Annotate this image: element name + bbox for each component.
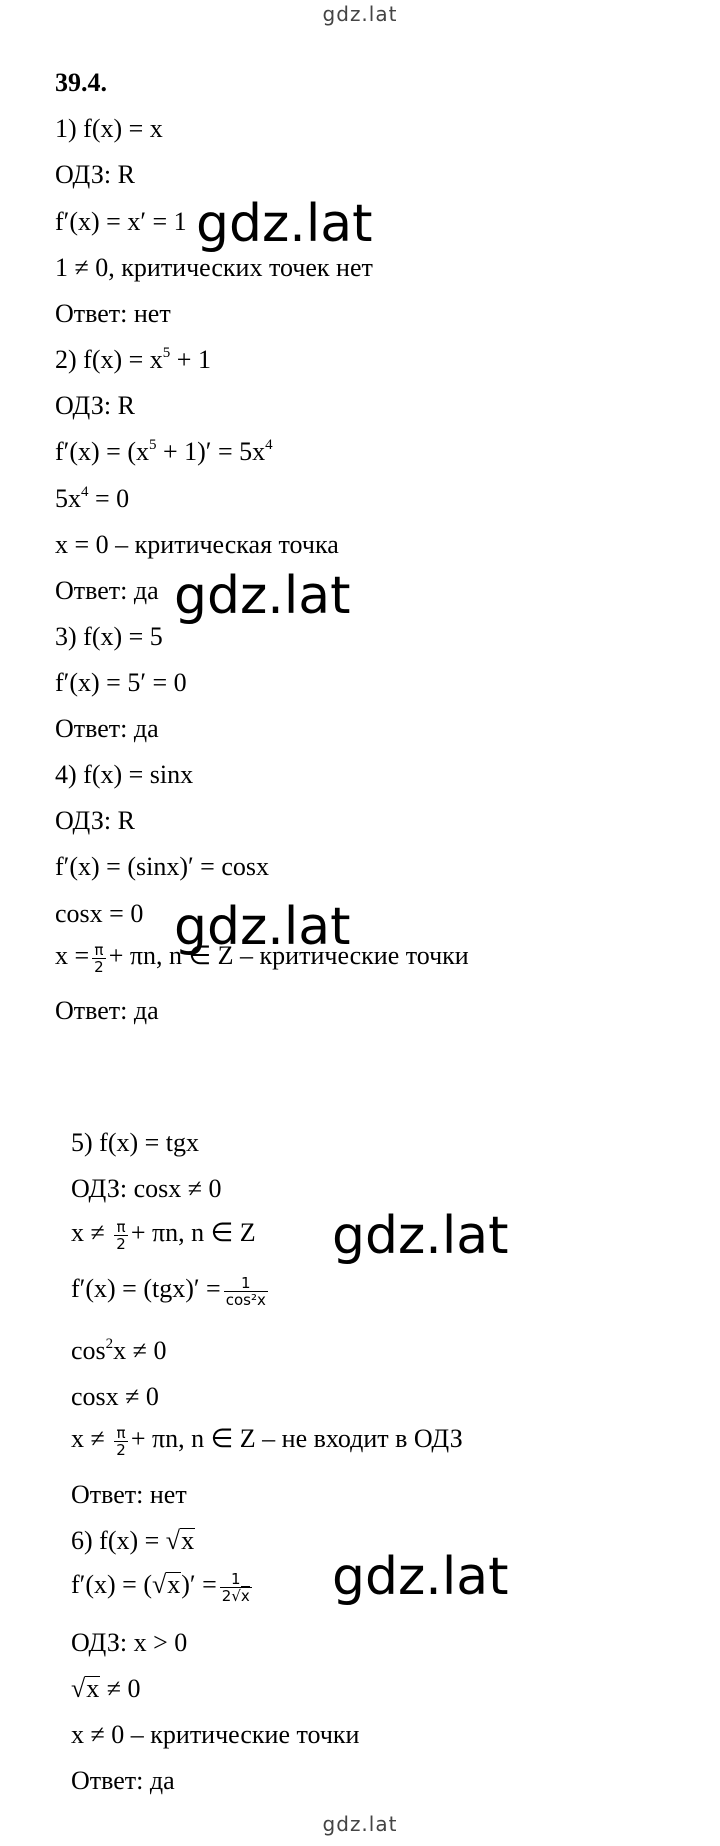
one-over-two-sqrt-x: $\frac{1}{2√x}$ (221, 1569, 250, 1605)
watermark: gdz.lat (332, 1547, 509, 1607)
p1-derivative: f′(x) = x′ = 1 (55, 207, 187, 236)
p6-domain: ОДЗ: x > 0 (71, 1628, 188, 1657)
p4-solution: x = $\frac{\pi}{2}$ + πn, n ∈ Z – критические точки (55, 940, 469, 976)
p5-domain-solution: x ≠ $\frac{\pi}{2}$ + πn, n ∈ Z (71, 1217, 256, 1253)
one-over-cos2x: $\frac{1}{\text{cos²x}}$ (225, 1273, 266, 1309)
sqrt-x: √x (165, 1526, 195, 1555)
p4-derivative: f′(x) = (sinx)′ = cosx (55, 852, 269, 881)
p3-function: 3) f(x) = 5 (55, 622, 163, 651)
p4-answer: Ответ: да (55, 996, 159, 1025)
sqrt-x: √x (151, 1570, 181, 1599)
p5-derivative: f′(x) = (tgx)′ = $\frac{1}{\text{cos²x}}$ (71, 1273, 266, 1309)
p5-function: 5) f(x) = tgx (71, 1128, 200, 1157)
p4-equation: cosx = 0 (55, 899, 144, 928)
watermark: gdz.lat (332, 1206, 509, 1266)
p6-critical-points: x ≠ 0 – критические точки (71, 1720, 360, 1749)
p5-answer: Ответ: нет (71, 1480, 187, 1509)
p6-condition: √x ≠ 0 (71, 1674, 141, 1703)
p2-function: 2) $f(x) = x^5 + 1$ (55, 345, 211, 374)
pi-over-two: $\frac{\pi}{2}$ (94, 940, 104, 976)
p6-derivative: f′(x) = (√x)′ = $\frac{1}{2√x}$ (71, 1569, 250, 1605)
p5-condition-2: cosx ≠ 0 (71, 1382, 159, 1411)
sqrt-x: √x (71, 1674, 100, 1703)
p2-derivative: $f'(x) = (x^5 + 1)' = 5x^4$ (55, 437, 273, 466)
p1-answer: Ответ: нет (55, 299, 171, 328)
p2-critical-point: x = 0 – критическая точка (55, 530, 339, 559)
p4-domain: ОДЗ: R (55, 806, 135, 835)
p3-answer: Ответ: да (55, 714, 159, 743)
p2-domain: ОДЗ: R (55, 391, 135, 420)
site-header: gdz.lat (322, 2, 398, 26)
watermark: gdz.lat (196, 194, 373, 254)
watermark: gdz.lat (174, 566, 351, 626)
p5-condition: $\cos^2x \ne 0$ (71, 1336, 167, 1365)
p1-analysis: 1 ≠ 0, критических точек нет (55, 253, 373, 282)
p3-derivative: f′(x) = 5′ = 0 (55, 668, 187, 697)
p1-domain: ОДЗ: R (55, 160, 135, 189)
p2-answer: Ответ: да (55, 576, 159, 605)
p1-function: 1) f(x) = x (55, 114, 163, 143)
pi-over-two: $\frac{\pi}{2}$ (116, 1217, 126, 1253)
p6-answer: Ответ: да (71, 1766, 175, 1795)
p5-domain: ОДЗ: cosx ≠ 0 (71, 1174, 222, 1203)
p4-function: 4) f(x) = sinx (55, 760, 194, 789)
watermark: gdz.lat (174, 897, 351, 957)
problem-number: 39.4. (55, 68, 107, 97)
site-footer: gdz.lat (322, 1812, 398, 1836)
p5-conclusion: x ≠ $\frac{\pi}{2}$ + πn, n ∈ Z – не входит в ОДЗ (71, 1423, 463, 1459)
p6-function: 6) f(x) = √x (71, 1526, 195, 1555)
p2-equation: $5x^4 = 0$ (55, 484, 130, 513)
pi-over-two: $\frac{\pi}{2}$ (116, 1423, 126, 1459)
